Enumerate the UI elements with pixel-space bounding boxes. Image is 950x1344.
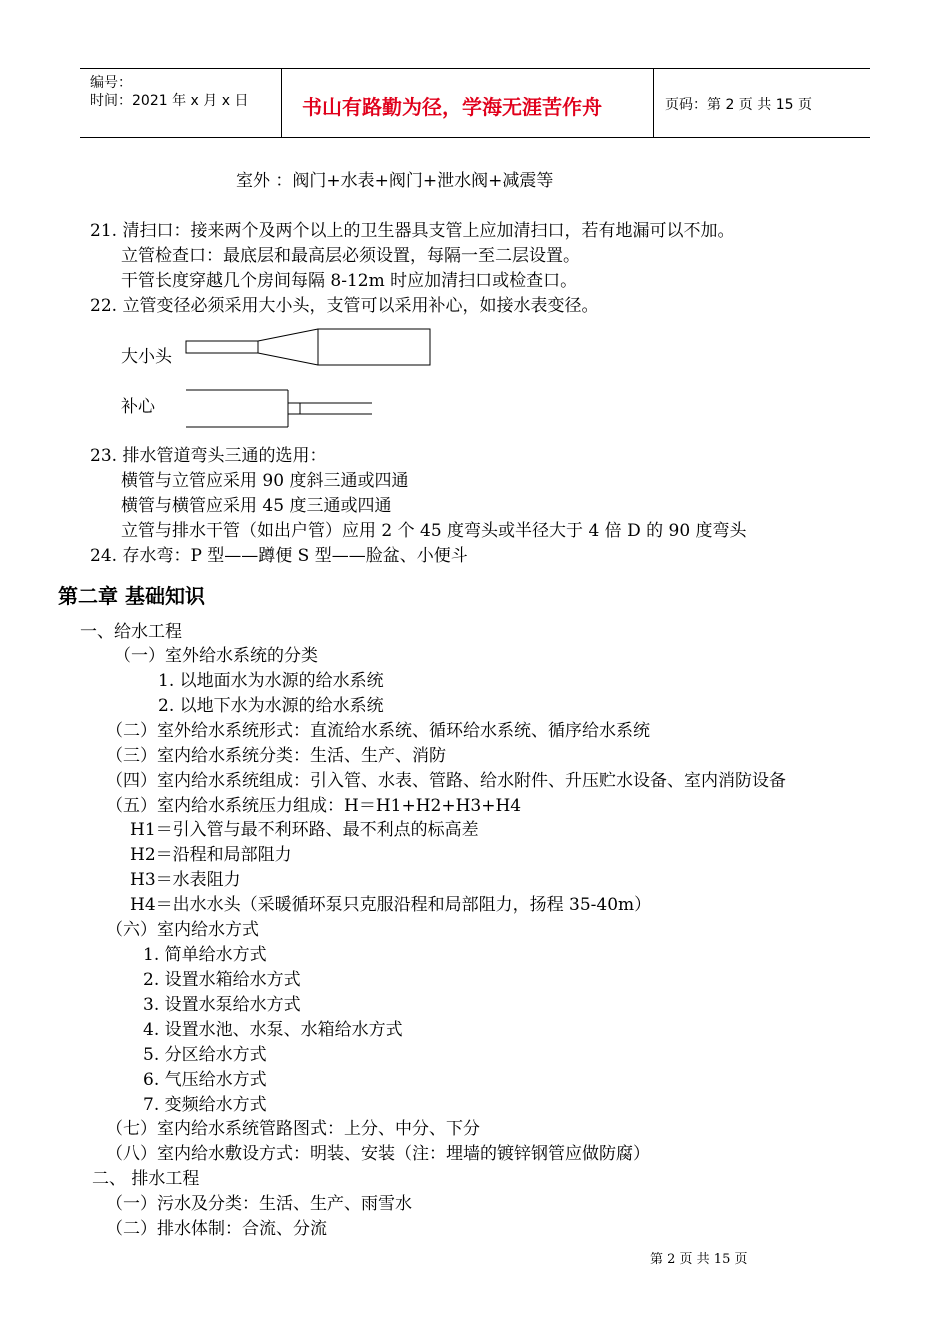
chapter-heading: 第二章 基础知识 [58, 584, 205, 608]
pressure-h1: H1＝引入管与最不利环路、最不利点的标高差 [130, 820, 479, 840]
item-22: 22. 立管变径必须采用大小头，支管可以采用补心，如接水表变径。 [90, 296, 599, 316]
section-water-supply: 一、给水工程 [80, 622, 182, 642]
supply-method-2: 2. 设置水箱给水方式 [143, 970, 301, 990]
bushing-label: 补心 [121, 397, 155, 417]
supply-method-4: 4. 设置水池、水泵、水箱给水方式 [143, 1020, 403, 1040]
pressure-h4: H4＝出水水头（采暖循环泵只克服沿程和局部阻力，扬程 35-40m） [130, 895, 652, 915]
item-23: 23. 排水管道弯头三通的选用： [90, 446, 327, 466]
supply-method-5: 5. 分区给水方式 [143, 1045, 267, 1065]
outdoor-line: 室外 ：阀门+水表+阀门+泄水阀+减震等 [236, 171, 554, 191]
item-23-c: 立管与排水干管（如出户管）应用 2 个 45 度弯头或半径大于 4 倍 D 的 90 度弯头 [121, 521, 747, 541]
subsection-1-item-1: 1. 以地面水为水源的给水系统 [158, 671, 384, 691]
subsection-6: （六）室内给水方式 [106, 920, 259, 940]
header-motto: 书山有路勤为径，学海无涯苦作舟 [302, 95, 602, 119]
supply-method-6: 6. 气压给水方式 [143, 1070, 267, 1090]
supply-method-3: 3. 设置水泵给水方式 [143, 995, 301, 1015]
drainage-subsection-1: （一）污水及分类：生活、生产、雨雪水 [106, 1194, 412, 1214]
doc-number-label: 编号： [90, 75, 132, 91]
drainage-subsection-2: （二）排水体制：合流、分流 [106, 1219, 327, 1239]
subsection-4: （四）室内给水系统组成：引入管、水表、管路、给水附件、升压贮水设备、室内消防设备 [106, 771, 786, 791]
pressure-h2: H2＝沿程和局部阻力 [130, 845, 292, 865]
item-21-a: 立管检查口：最底层和最高层必须设置，每隔一至二层设置。 [121, 246, 580, 266]
reducer-diagram [180, 324, 440, 374]
item-23-a: 横管与立管应采用 90 度斜三通或四通 [121, 471, 409, 491]
pressure-h3: H3＝水表阻力 [130, 870, 241, 890]
subsection-1: （一）室外给水系统的分类 [114, 646, 318, 666]
subsection-7: （七）室内给水系统管路图式：上分、中分、下分 [106, 1119, 480, 1139]
section-drainage: 二、 排水工程 [92, 1169, 200, 1189]
header-page-info: 页码：第 2 页 共 15 页 [665, 97, 812, 113]
item-23-b: 横管与横管应采用 45 度三通或四通 [121, 496, 392, 516]
item-21-b: 干管长度穿越几个房间每隔 8-12m 时应加清扫口或检查口。 [121, 271, 578, 291]
bushing-diagram [180, 386, 380, 432]
doc-time-label: 时间：2021 年 x 月 x 日 [90, 93, 249, 109]
subsection-1-item-2: 2. 以地下水为水源的给水系统 [158, 696, 384, 716]
subsection-8: （八）室内给水敷设方式：明装、安装（注：埋墙的镀锌钢管应做防腐） [106, 1144, 650, 1164]
page-header [80, 68, 870, 138]
supply-method-1: 1. 简单给水方式 [143, 945, 267, 965]
footer-page-number: 第 2 页 共 15 页 [650, 1252, 748, 1267]
header-divider [653, 69, 654, 137]
subsection-3: （三）室内给水系统分类：生活、生产、消防 [106, 746, 446, 766]
subsection-5: （五）室内给水系统压力组成：H＝H1+H2+H3+H4 [106, 796, 522, 816]
header-divider [281, 69, 282, 137]
subsection-2: （二）室外给水系统形式：直流给水系统、循环给水系统、循序给水系统 [106, 721, 650, 741]
supply-method-7: 7. 变频给水方式 [143, 1095, 267, 1115]
item-21: 21. 清扫口：接来两个及两个以上的卫生器具支管上应加清扫口，若有地漏可以不加。 [90, 221, 735, 241]
item-24: 24. 存水弯：P 型——蹲便 S 型——脸盆、小便斗 [90, 546, 468, 566]
reducer-label: 大小头 [121, 347, 172, 367]
